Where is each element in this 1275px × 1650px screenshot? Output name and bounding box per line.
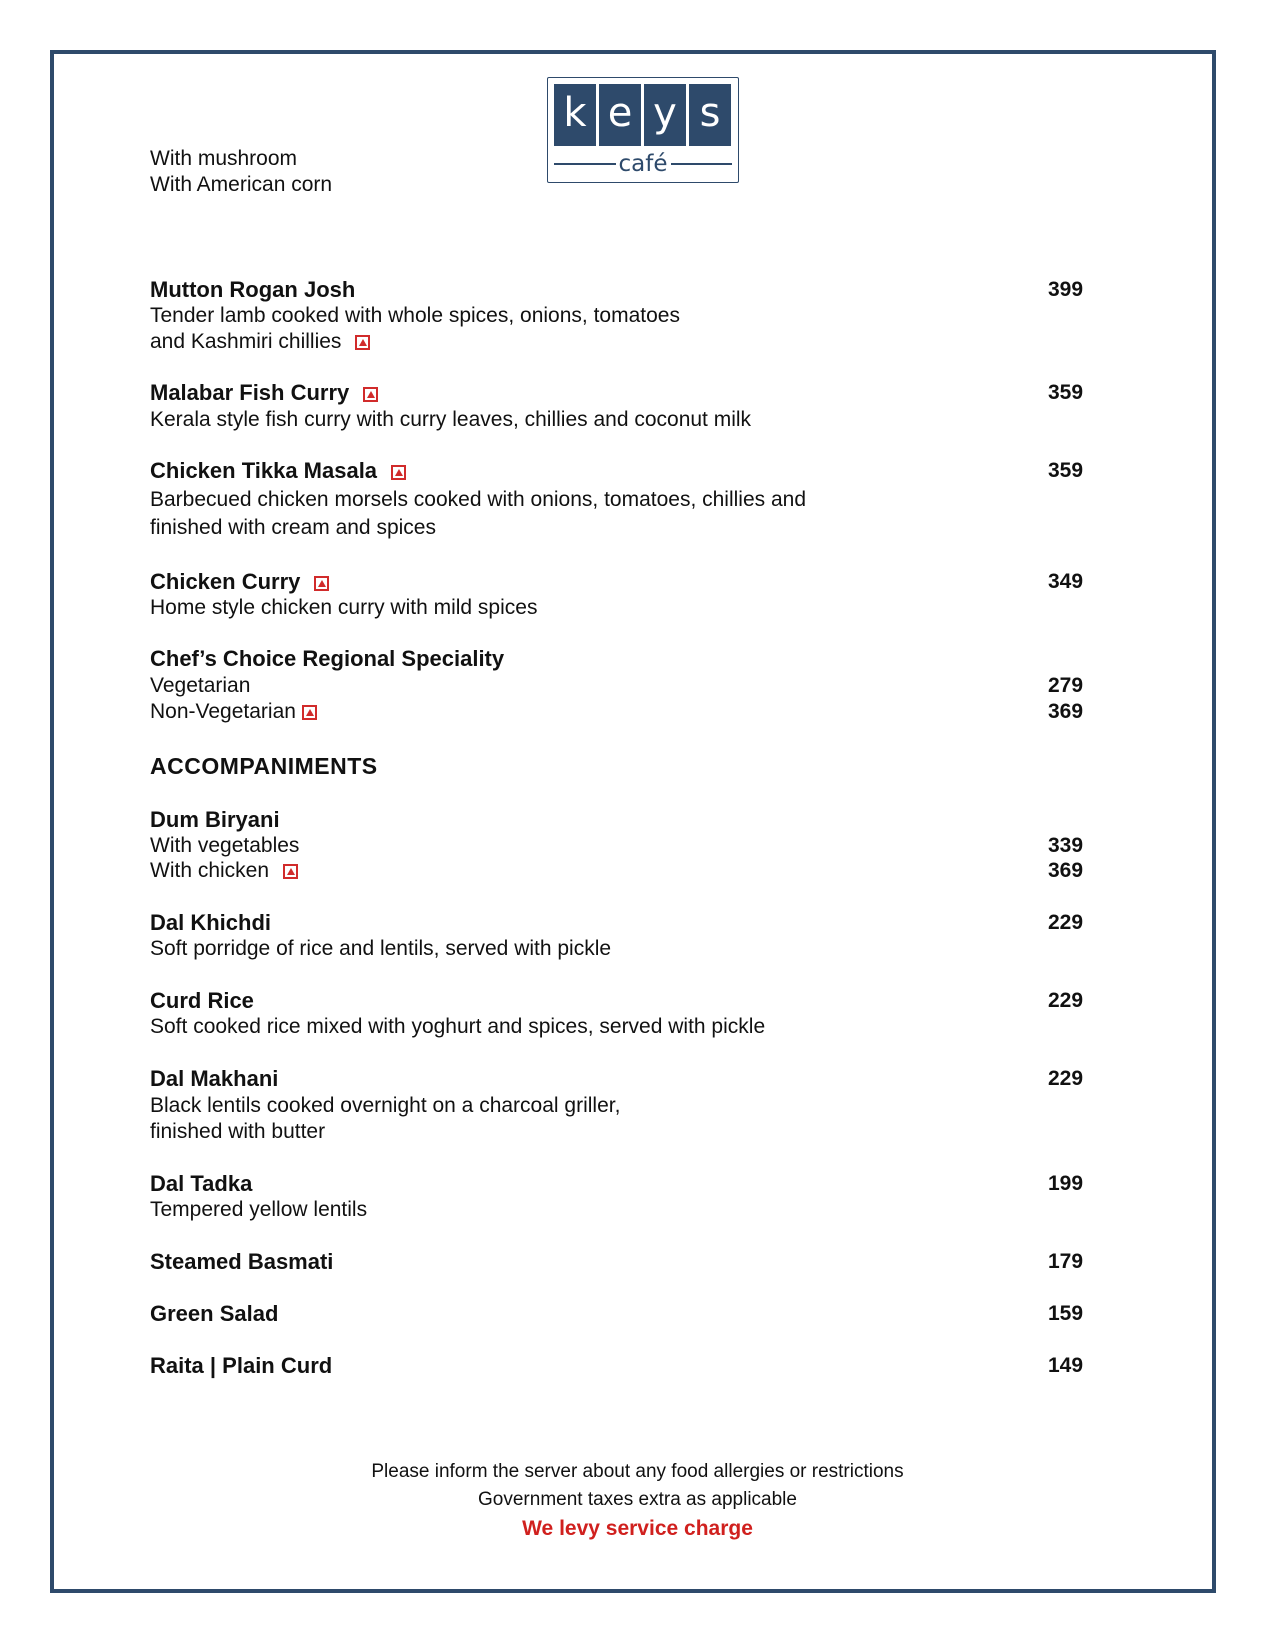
menu-option-price: 279 <box>1048 674 1084 697</box>
menu-option-price: 339 <box>1048 834 1084 857</box>
menu-item-description-text: and Kashmiri chillies <box>150 330 342 353</box>
logo-rule-left <box>554 163 616 165</box>
menu-item-name: Raita | Plain Curd <box>150 1353 333 1378</box>
allergy-notice: Please inform the server about any food allergies or restrictions <box>371 1461 904 1482</box>
menu-item-name: Chef’s Choice Regional Speciality <box>150 646 505 671</box>
menu-option-label <box>150 858 298 884</box>
logo-rule-right <box>671 163 733 165</box>
menu-item-description: Black lentils cooked overnight on a charcoal griller, <box>150 1094 621 1117</box>
menu-item-name: Curd Rice <box>150 988 254 1013</box>
section-heading: ACCOMPANIMENTS <box>150 753 378 779</box>
menu-option-label: Vegetarian <box>150 674 251 697</box>
keys-cafe-logo <box>547 77 739 183</box>
menu-item-description: Kerala style fish curry with curry leaves, chillies and coconut milk <box>150 408 752 431</box>
menu-item-description: Soft porridge of rice and lentils, served with pickle <box>150 937 612 960</box>
menu-item-description: finished with butter <box>150 1120 326 1143</box>
non-veg-icon <box>314 576 329 591</box>
menu-item-price: 229 <box>1048 911 1084 934</box>
menu-item-name-text: Chicken Tikka Masala <box>150 458 378 483</box>
menu-item-name: Steamed Basmati <box>150 1249 334 1274</box>
menu-item-price: 159 <box>1048 1302 1084 1325</box>
menu-option-label: With vegetables <box>150 834 300 857</box>
menu-item-name <box>150 569 329 595</box>
menu-option-price: 369 <box>1048 700 1084 723</box>
menu-item-name: Dal Khichdi <box>150 910 272 935</box>
logo-letter: s <box>689 84 731 146</box>
menu-option-label <box>150 699 317 725</box>
tax-notice: Government taxes extra as applicable <box>478 1489 797 1510</box>
non-veg-icon <box>302 705 317 720</box>
logo-letter: e <box>599 84 641 146</box>
menu-item-name-text: Malabar Fish Curry <box>150 380 350 405</box>
menu-item-price: 149 <box>1048 1354 1084 1377</box>
menu-item-name: Green Salad <box>150 1301 279 1326</box>
menu-item-description: Barbecued chicken morsels cooked with onions, tomatoes, chillies and <box>150 488 807 511</box>
menu-item-description: finished with cream and spices <box>150 516 436 539</box>
menu-item-price: 359 <box>1048 459 1084 482</box>
menu-item-price: 179 <box>1048 1250 1084 1273</box>
menu-item-name: Dum Biryani <box>150 807 280 832</box>
menu-item-name <box>150 458 406 484</box>
menu-item-description: Soft cooked rice mixed with yoghurt and spices, served with pickle <box>150 1015 766 1038</box>
menu-item-description: Tender lamb cooked with whole spices, onions, tomatoes <box>150 304 680 327</box>
logo-letter: y <box>644 84 686 146</box>
menu-item-name: Dal Makhani <box>150 1066 279 1091</box>
menu-item-price: 349 <box>1048 570 1084 593</box>
menu-option-price: 369 <box>1048 859 1084 882</box>
menu-option-label-text: Non-Vegetarian <box>150 700 296 723</box>
menu-item-name-text: Chicken Curry <box>150 569 301 594</box>
menu-item-price: 229 <box>1048 989 1084 1012</box>
logo-letter: k <box>554 84 596 146</box>
menu-item-name <box>150 380 378 406</box>
service-charge-notice: We levy service charge <box>522 1517 753 1540</box>
menu-item-description: Home style chicken curry with mild spices <box>150 596 538 619</box>
non-veg-icon <box>283 864 298 879</box>
menu-item-price: 399 <box>1048 278 1084 301</box>
menu-item-description: Tempered yellow lentils <box>150 1198 368 1221</box>
menu-item-description <box>150 329 370 355</box>
menu-item-name: Mutton Rogan Josh <box>150 277 356 302</box>
menu-option-label: With American corn <box>150 173 333 196</box>
menu-item-price: 359 <box>1048 381 1084 404</box>
non-veg-icon <box>355 335 370 350</box>
menu-option-label: With mushroom <box>150 147 298 170</box>
menu-item-name: Dal Tadka <box>150 1171 253 1196</box>
menu-item-price: 229 <box>1048 1067 1084 1090</box>
non-veg-icon <box>391 465 406 480</box>
logo-word: café <box>618 151 668 177</box>
non-veg-icon <box>363 387 378 402</box>
menu-item-price: 199 <box>1048 1172 1084 1195</box>
menu-option-label-text: With chicken <box>150 859 270 882</box>
